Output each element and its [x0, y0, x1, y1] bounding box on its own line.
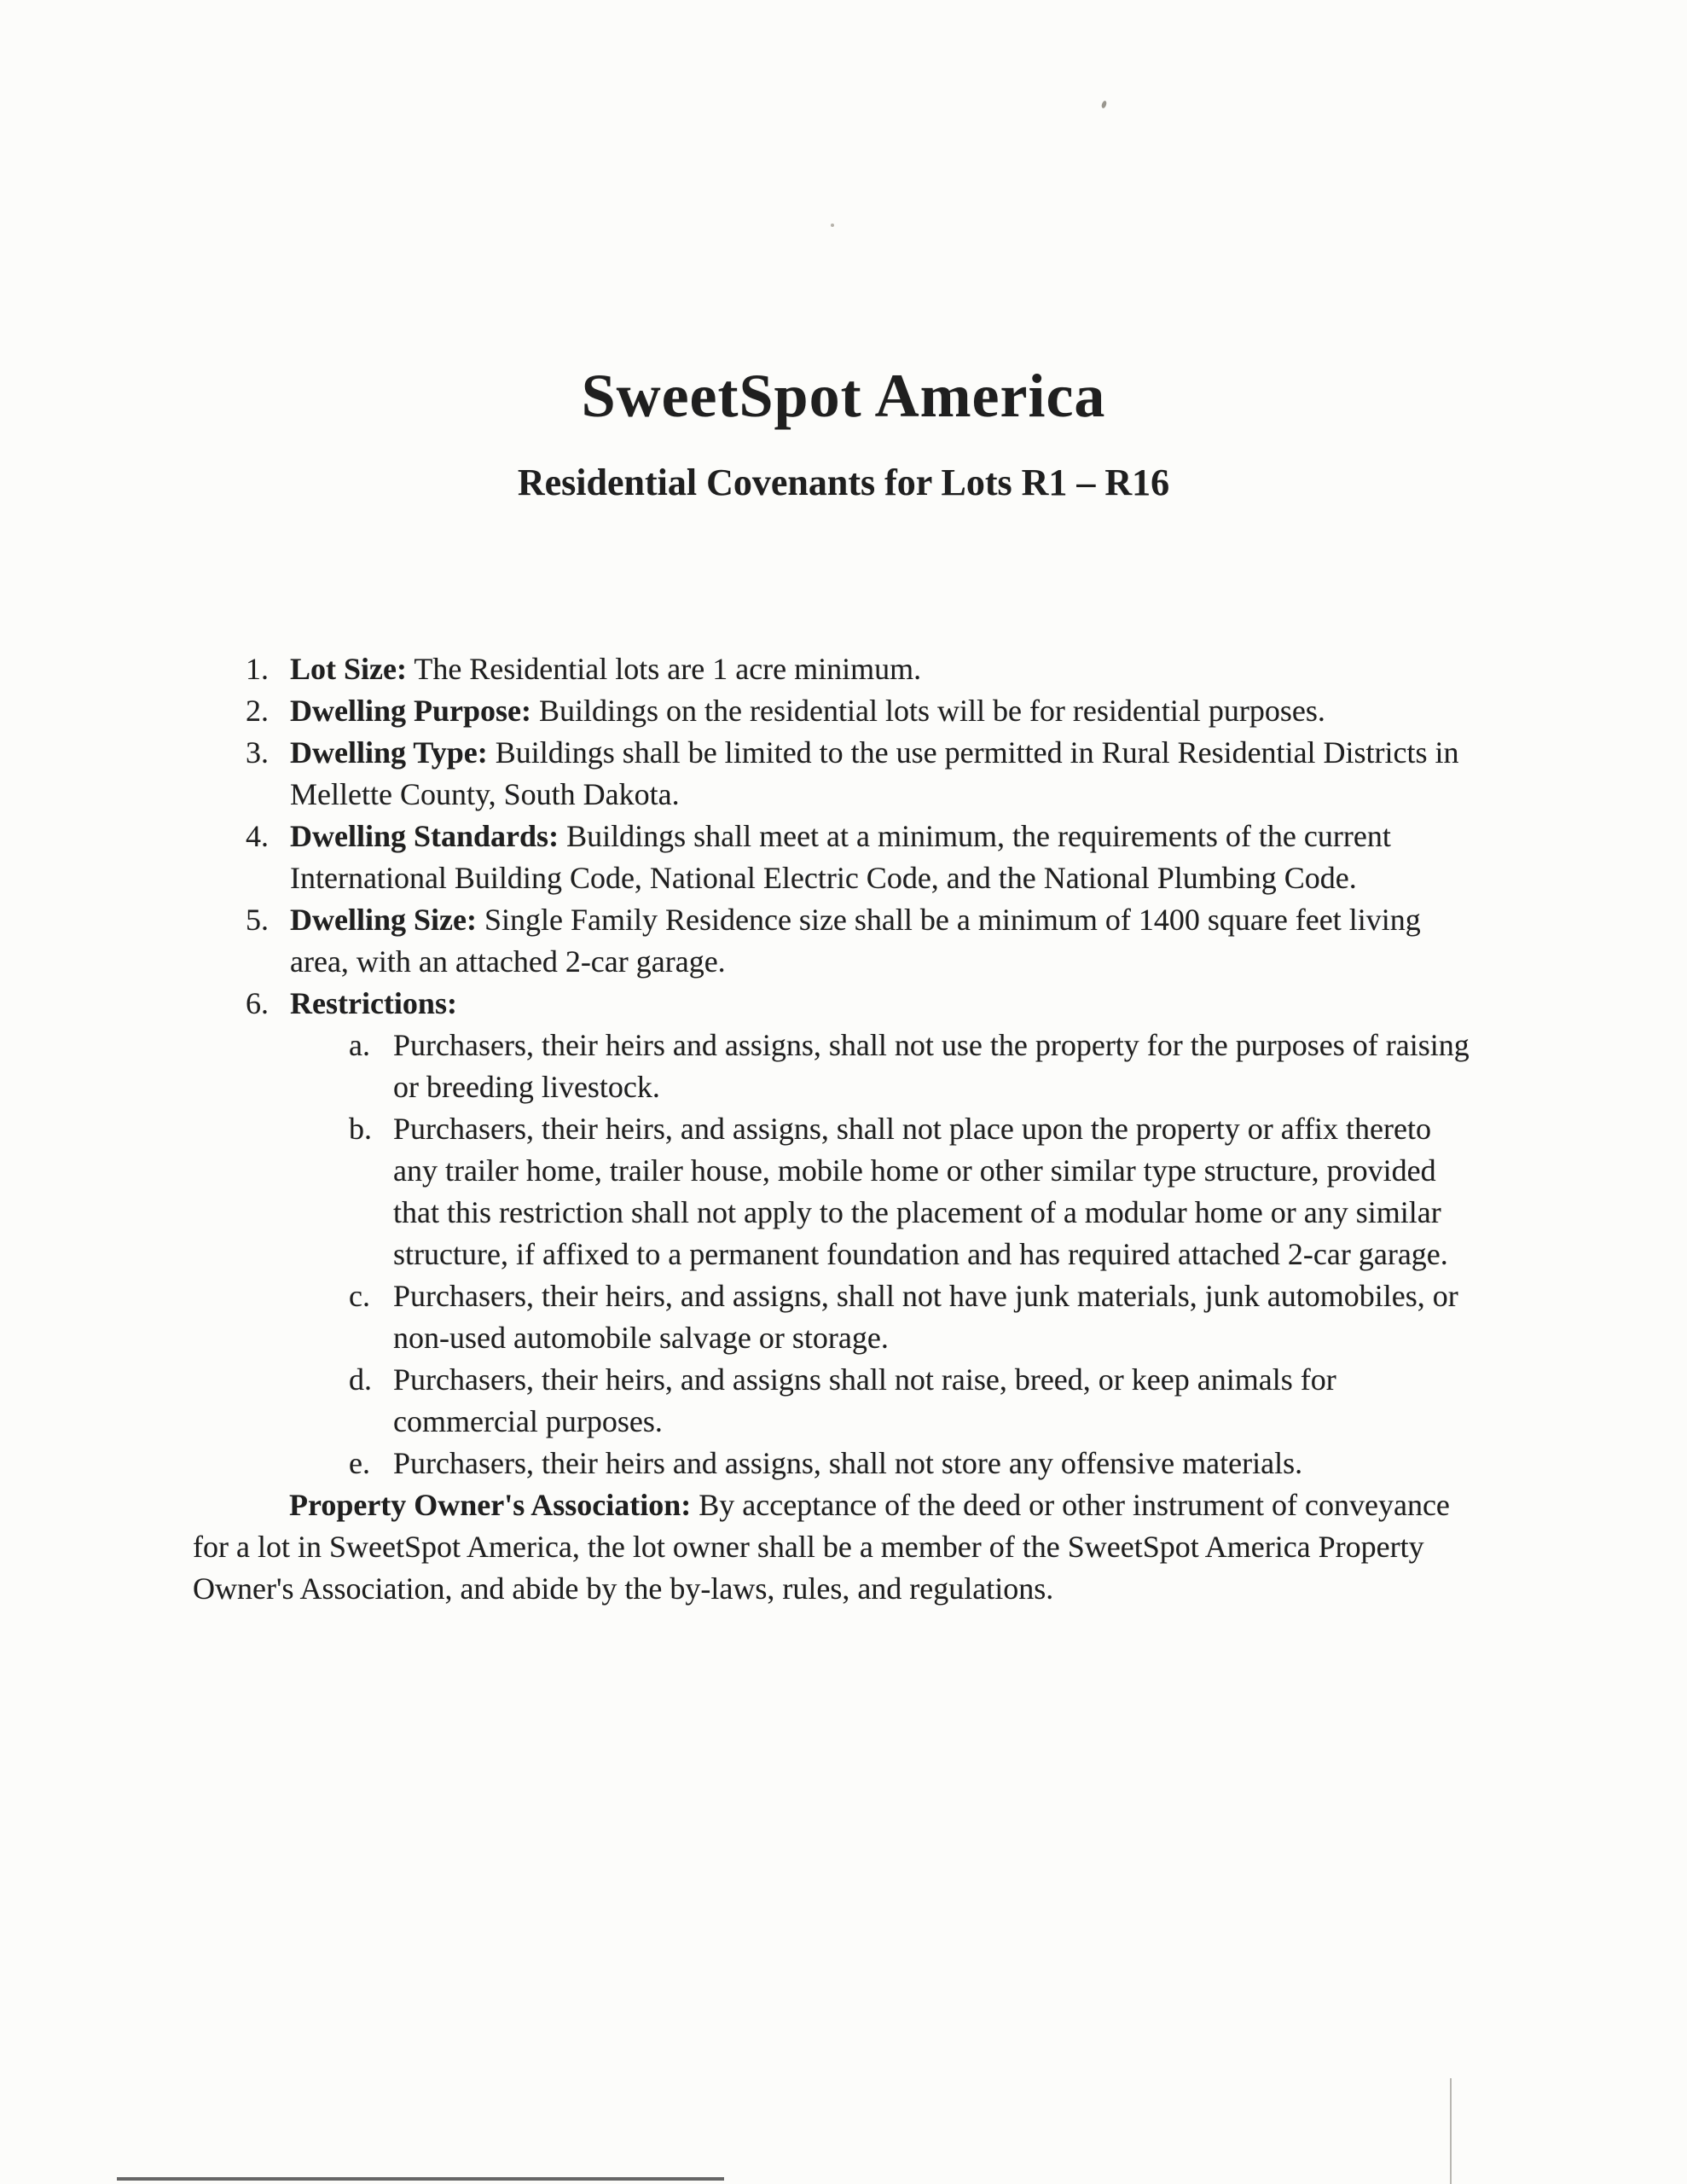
subitem-text: Purchasers, their heirs, and assigns shall not raise, breed, or keep animals for commercial purposes. — [393, 1362, 1336, 1438]
subitem-letter: b. — [349, 1112, 372, 1146]
item-label: Dwelling Purpose: — [290, 694, 531, 728]
document-title: SweetSpot America — [581, 362, 1106, 430]
item-text: Buildings on the residential lots will be for residential purposes. — [539, 694, 1325, 728]
subitem-text: Purchasers, their heirs, and assigns, shall not have junk materials, junk automobiles, or non-used automobile salvage or storage. — [393, 1279, 1458, 1355]
closing-label: Property Owner's Association: — [289, 1488, 692, 1522]
restriction-item-a — [349, 1025, 1482, 1108]
item-number: 4. — [246, 819, 269, 853]
covenant-item-3 — [246, 732, 1482, 816]
item-number: 6. — [246, 986, 269, 1020]
item-label: Dwelling Type: — [290, 735, 488, 770]
covenant-item-2 — [246, 690, 1482, 732]
item-number: 2. — [246, 694, 269, 728]
item-number: 5. — [246, 903, 269, 937]
restrictions-sublist — [349, 1025, 1482, 1484]
covenant-item-1 — [246, 648, 1482, 690]
scan-artifact-right-line — [1450, 2078, 1452, 2184]
restriction-item-d — [349, 1359, 1482, 1443]
item-label: Dwelling Size: — [290, 903, 477, 937]
covenant-list — [246, 648, 1482, 1484]
item-number: 1. — [246, 652, 269, 686]
subitem-text: Purchasers, their heirs and assigns, shall not store any offensive materials. — [393, 1446, 1303, 1480]
scan-artifact-bottom-line — [117, 2177, 724, 2181]
subitem-letter: a. — [349, 1028, 370, 1062]
covenant-item-4 — [246, 816, 1482, 899]
subitem-text: Purchasers, their heirs and assigns, shall not use the property for the purposes of raising or breeding livestock. — [393, 1028, 1470, 1104]
restriction-item-b — [349, 1108, 1482, 1275]
item-text: Buildings shall be limited to the use permitted in Rural Residential Districts in Mellette County, South Dakota. — [290, 735, 1459, 811]
item-text: The Residential lots are 1 acre minimum. — [414, 652, 922, 686]
subitem-letter: e. — [349, 1446, 370, 1480]
scan-artifact-speck — [831, 224, 834, 227]
document-subtitle: Residential Covenants for Lots R1 – R16 — [517, 462, 1170, 503]
closing-paragraph — [193, 1484, 1491, 1610]
item-text: Single Family Residence size shall be a minimum of 1400 square feet living area, with an attached 2-car garage. — [290, 903, 1421, 979]
item-label: Dwelling Standards: — [290, 819, 559, 853]
covenant-item-5 — [246, 899, 1482, 983]
subitem-letter: c. — [349, 1279, 370, 1313]
subitem-letter: d. — [349, 1362, 372, 1397]
covenant-item-6 — [246, 983, 1482, 1025]
item-text: Buildings shall meet at a minimum, the requirements of the current International Building Code, National Electric Code, and the National Plumbing Code. — [290, 819, 1391, 895]
restriction-item-c — [349, 1275, 1482, 1359]
item-number: 3. — [246, 735, 269, 770]
restriction-item-e — [349, 1443, 1482, 1484]
closing-text: By acceptance of the deed or other instrument of conveyance for a lot in SweetSpot America, the lot owner shall be a member of the SweetSpot America Property Owner's Association, and abide by the by-laws, rules, and regulations. — [193, 1488, 1450, 1606]
item-label: Lot Size: — [290, 652, 407, 686]
item-label: Restrictions: — [290, 986, 457, 1020]
subitem-text: Purchasers, their heirs, and assigns, shall not place upon the property or affix thereto any trailer home, trailer house, mobile home or other similar type structure, provided that this restriction shall not apply to the placement of a modular home or any similar structure, if affixed to a permanent foundation and has required attached 2-car garage. — [393, 1112, 1448, 1271]
